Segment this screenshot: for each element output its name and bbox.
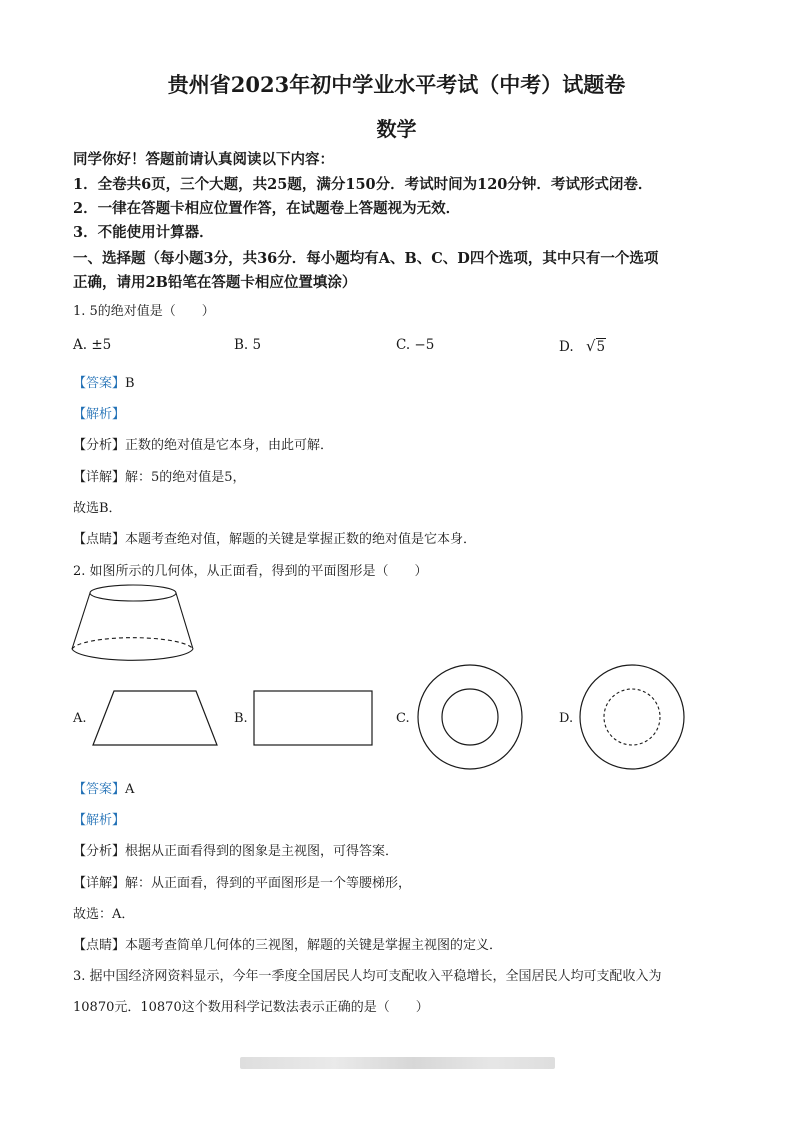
instruction-item-3: 3．不能使用计算器．: [73, 224, 214, 241]
q3-stem-line1: 3. 据中国经济网资料显示，今年一季度全国居民人均可支配收入平稳增长，全国居民人均可支配收入为: [73, 969, 662, 984]
q1-fenxi: 正数的绝对值是它本身，由此可解．: [125, 438, 334, 453]
answer-tag: 【答案】: [73, 782, 126, 797]
instruction-item-1: 1．全卷共6页，三个大题，共25题，满分150分．考试时间为120分钟．考试形式闭卷．: [73, 176, 653, 193]
q1-dianjing: 本题考查绝对值，解题的关键是掌握正数的绝对值是它本身．: [125, 532, 477, 547]
instructions-greeting: 同学你好！答题前请认真阅读以下内容：: [73, 151, 334, 168]
q1-fenxi-line: [73, 434, 333, 453]
q3-stem-line2: 10870元．10870这个数用科学记数法表示正确的是（ ）: [73, 1000, 429, 1015]
xiangjie-tag: 【详解】: [73, 470, 126, 485]
sqrt-symbol: √5: [585, 337, 606, 355]
answer-tag: 【答案】: [73, 376, 126, 391]
footer-watermark: [240, 1057, 555, 1069]
frustum-figure: [70, 583, 196, 667]
dianjing-tag: 【点睛】: [73, 938, 126, 953]
q1-analysis-tag: 【解析】: [73, 407, 126, 422]
q1-xiangjie-line: [73, 466, 246, 485]
q1-choose: 故选B．: [73, 501, 122, 516]
section-heading-line2: 正确，请用2B铅笔在答题卡相应位置填涂）: [73, 274, 357, 291]
q2-xiangjie-line: [73, 872, 411, 891]
q1-option-c: C. −5: [396, 337, 435, 353]
q2-fenxi: 根据从正面看得到的图象是主视图，可得答案．: [125, 844, 399, 859]
q2-option-b-label: B.: [234, 711, 248, 726]
q1-answer-line: [73, 372, 135, 391]
q2-option-c-label: C.: [396, 711, 410, 726]
q1-xiangjie: 解：5的绝对值是5，: [125, 470, 246, 485]
q2-option-d-label: D.: [559, 711, 574, 726]
q1-option-d-radicand: 5: [596, 339, 606, 355]
q2-analysis-tag: 【解析】: [73, 813, 126, 828]
q1-option-a: A. ±5: [73, 337, 112, 353]
q2-option-a-label: A.: [73, 711, 87, 726]
rectangle-shape: [253, 690, 373, 746]
subject-title: 数学: [376, 117, 417, 141]
q2-dianjing: 本题考查简单几何体的三视图，解题的关键是掌握主视图的定义．: [125, 938, 503, 953]
concentric-circles-dashed: [579, 664, 685, 770]
fenxi-tag: 【分析】: [73, 844, 126, 859]
fenxi-tag: 【分析】: [73, 438, 126, 453]
section-heading-line1: 一、选择题（每小题3分，共36分．每小题均有A、B、C、D四个选项，其中只有一个选项: [73, 250, 659, 267]
q1-stem: 1. 5的绝对值是（ ）: [73, 304, 215, 319]
instruction-item-2: 2．一律在答题卡相应位置作答，在试题卷上答题视为无效．: [73, 200, 461, 217]
concentric-circles-solid: [417, 664, 523, 770]
q1-dianjing-line: [73, 528, 476, 547]
q1-option-b: B. 5: [234, 337, 262, 353]
exam-title: 贵州省2023年初中学业水平考试（中考）试题卷: [167, 72, 626, 97]
q2-answer: A: [125, 782, 135, 797]
q1-option-d: [559, 337, 606, 355]
q2-answer-line: [73, 778, 134, 797]
q2-xiangjie: 解：从正面看，得到的平面图形是一个等腰梯形，: [125, 876, 412, 891]
q2-stem: 2. 如图所示的几何体，从正面看，得到的平面图形是（ ）: [73, 564, 428, 579]
q2-dianjing-line: [73, 934, 502, 953]
q1-option-d-label: D.: [559, 339, 574, 355]
dianjing-tag: 【点睛】: [73, 532, 126, 547]
xiangjie-tag: 【详解】: [73, 876, 126, 891]
q2-fenxi-line: [73, 840, 398, 859]
trapezoid-shape: [92, 690, 218, 746]
q1-answer: B: [125, 376, 135, 391]
q2-choose: 故选：A．: [73, 907, 135, 922]
